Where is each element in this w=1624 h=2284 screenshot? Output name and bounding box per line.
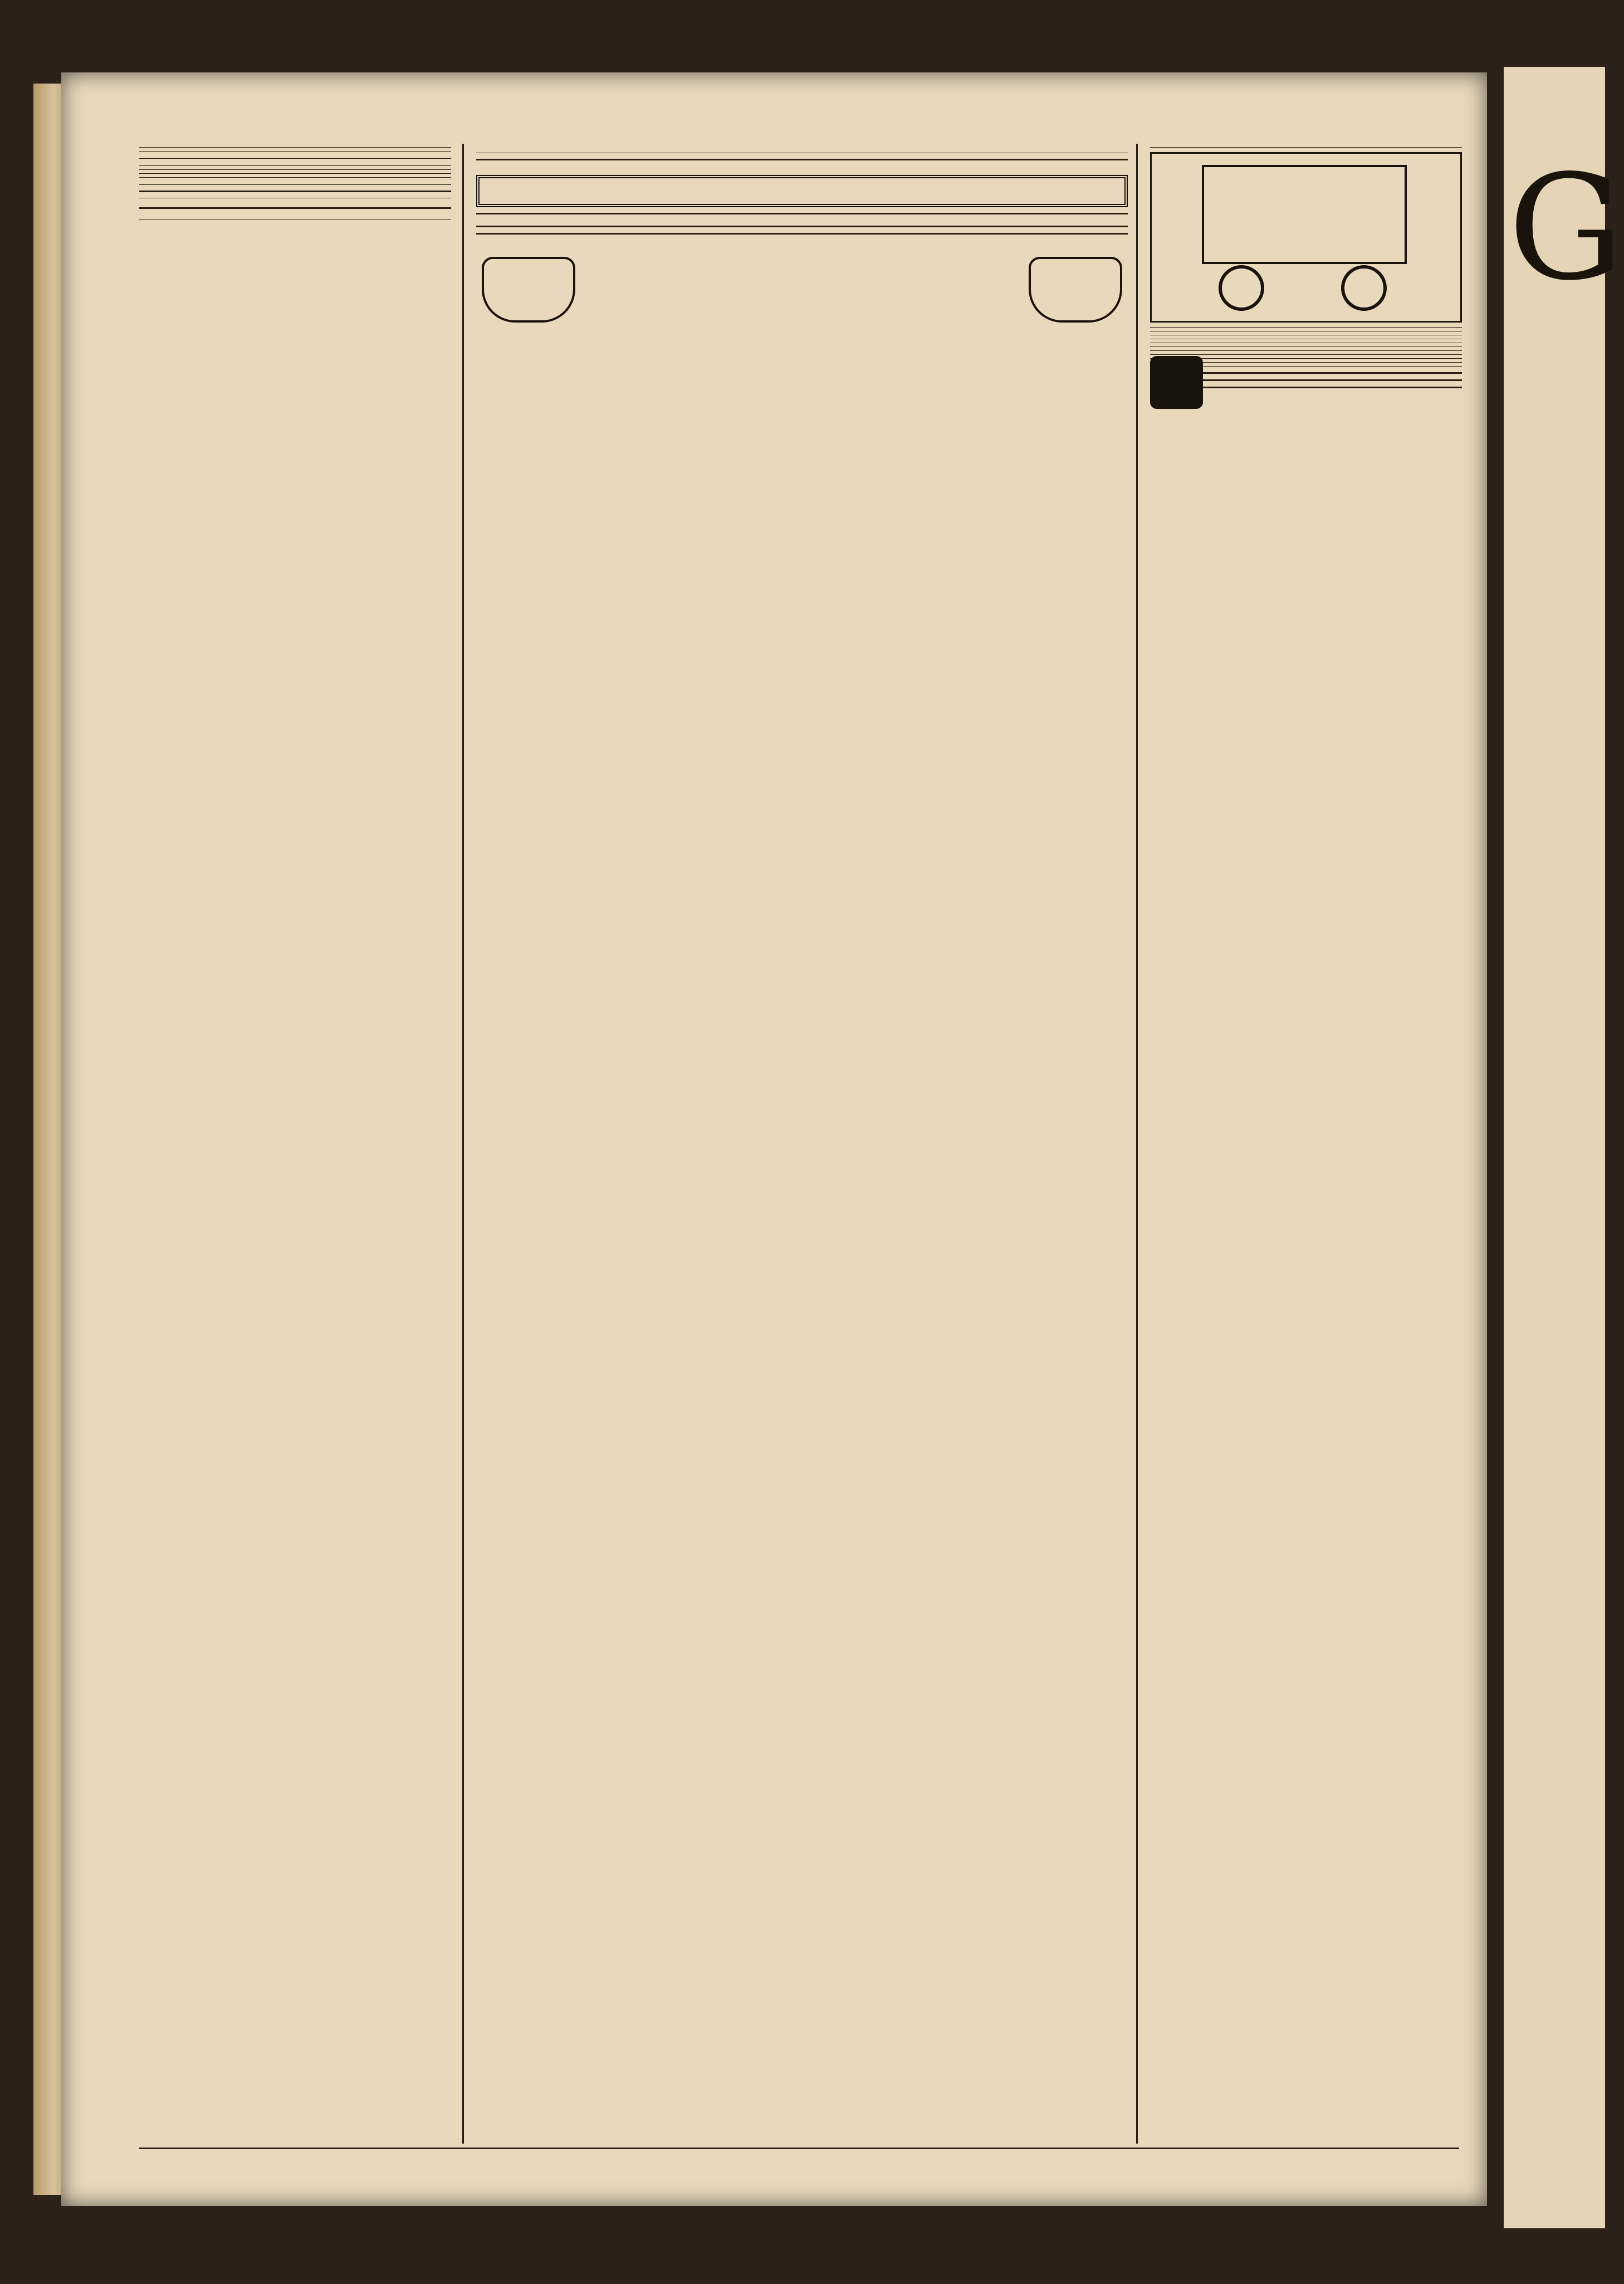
divider [1150, 327, 1462, 328]
divider [1150, 354, 1462, 355]
column-right [1150, 144, 1462, 394]
cannon-icon [1150, 356, 1203, 409]
collar-illustration-left [482, 257, 575, 323]
divider [139, 184, 451, 185]
page-footer-imprint [139, 2148, 1459, 2154]
column-rule-left [462, 144, 464, 2144]
divider [139, 177, 451, 178]
divider [139, 173, 451, 174]
column-left [139, 144, 451, 223]
divider [139, 207, 451, 209]
column-middle [476, 144, 1128, 246]
ad-frankfurter-journal [476, 175, 1128, 207]
truck-body [1202, 165, 1407, 264]
divider [476, 233, 1128, 235]
divider [1150, 147, 1462, 148]
divider [1150, 346, 1462, 347]
divider [139, 169, 451, 170]
divider [476, 213, 1128, 214]
divider [1150, 350, 1462, 351]
column-rule-right [1136, 144, 1138, 2144]
divider [139, 191, 451, 192]
divider [139, 158, 451, 159]
facing-page [1504, 67, 1624, 2228]
facing-page-masthead-letter: G [1508, 144, 1624, 313]
wheel-icon [1341, 265, 1387, 311]
wheel-icon [1219, 265, 1264, 311]
divider [139, 151, 451, 152]
divider [476, 226, 1128, 227]
divider [476, 159, 1128, 160]
collar-illustration-right [1029, 257, 1122, 323]
ad-moebel-transport [1150, 152, 1462, 323]
divider [139, 147, 451, 148]
divider [139, 165, 451, 166]
